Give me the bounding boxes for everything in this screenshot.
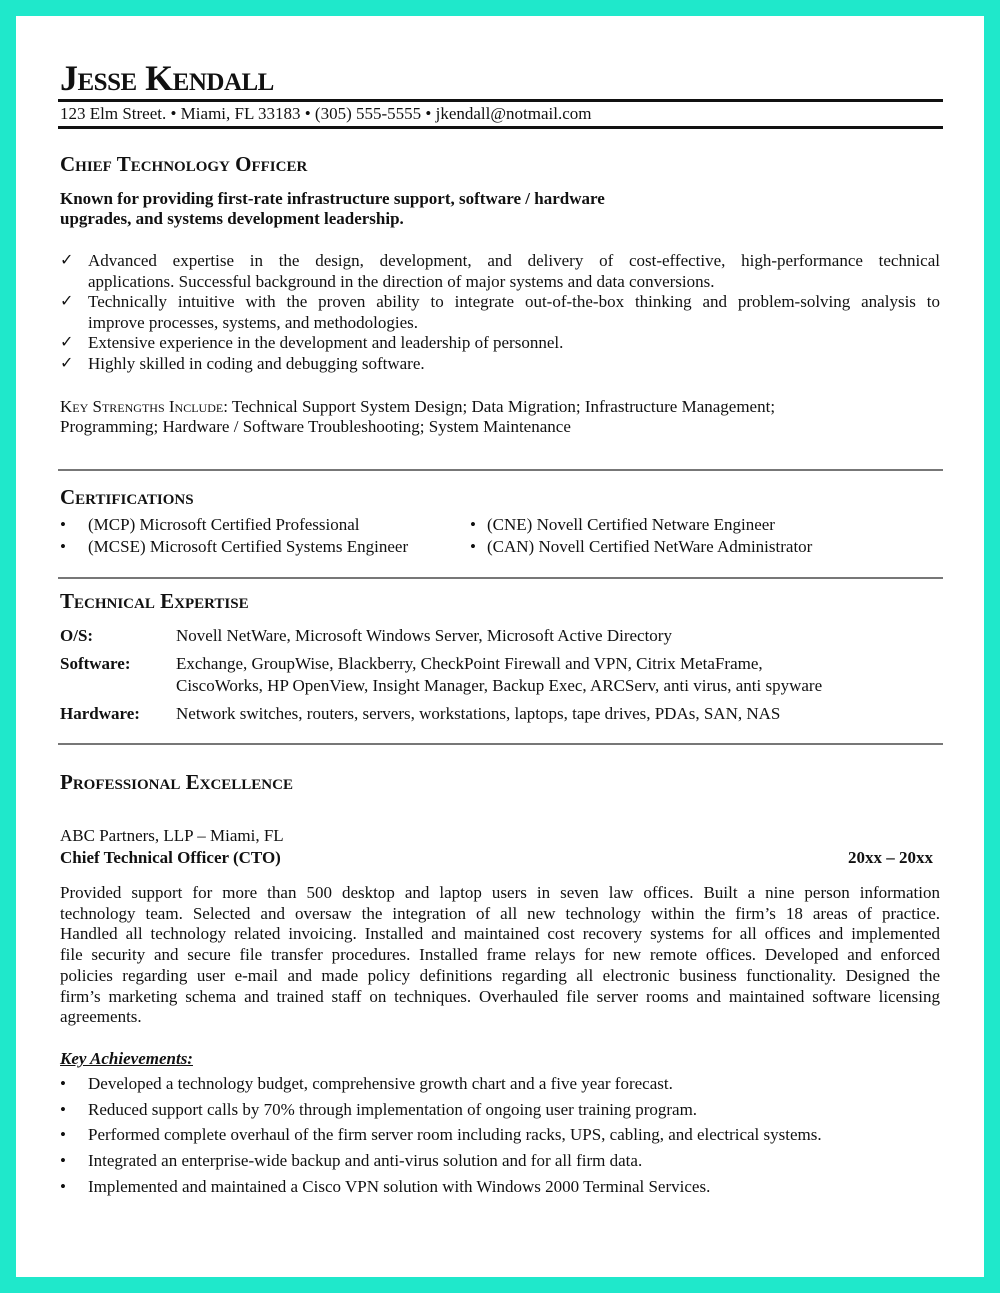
bullet-icon: • [60, 1125, 66, 1145]
highlight-line: applications. Successful background in the direction of major systems and data conversions. [88, 271, 715, 291]
achievements-label: Key Achievements: [60, 1049, 193, 1068]
company: ABC Partners, LLP – Miami, FL [60, 826, 284, 845]
dates: 20xx – 20xx [848, 848, 933, 867]
description-line: policies regarding user e-mail and made policy definitions regarding all electronic business functionality. Designed the [60, 965, 940, 985]
expertise-value: CiscoWorks, HP OpenView, Insight Manager, Backup Exec, ARCServ, anti virus, anti spyware [176, 676, 823, 695]
expertise-label: Software: [60, 654, 131, 673]
highlight-line: improve processes, systems, and methodologies. [88, 312, 419, 332]
certification-item: (CNE) Novell Certified Netware Engineer [487, 515, 775, 534]
description-line: technology team. Selected and oversaw the integration of all new technology within the firm’s 18 areas of practice. [60, 903, 940, 923]
divider [58, 743, 943, 745]
contact-line: 123 Elm Street. • Miami, FL 33183 • (305) 555-5555 • jkendall@notmail.com [60, 104, 592, 123]
bullet-icon: • [470, 537, 476, 556]
achievement-item: Developed a technology budget, comprehensive growth chart and a five year forecast. [88, 1074, 673, 1093]
certifications-heading: Certifications [60, 485, 194, 509]
key-strengths [60, 397, 940, 417]
highlight-line: Technically intuitive with the proven ability to integrate out-of-the-box thinking and problem-solving analysis to [88, 292, 940, 312]
divider [58, 469, 943, 471]
bullet-icon: • [60, 1176, 66, 1196]
bullet-icon: • [60, 1099, 66, 1119]
summary-line: Known for providing first-rate infrastructure support, software / hardware [60, 189, 605, 208]
highlight-line: Advanced expertise in the design, development, and delivery of cost-effective, high-performance technical [88, 251, 940, 270]
certification-item: (MCP) Microsoft Certified Professional [88, 515, 360, 534]
technical-expertise-heading: Technical Expertise [60, 589, 249, 613]
certification-item: (MCSE) Microsoft Certified Systems Engineer [88, 537, 409, 556]
job-title: Chief Technology Officer [60, 152, 308, 176]
divider [58, 577, 943, 579]
divider [58, 126, 943, 129]
achievement-item: Integrated an enterprise-wide backup and anti-virus solution and for all firm data. [88, 1151, 643, 1171]
divider [58, 99, 943, 102]
description-line: Handled all technology related invoicing. Installed and maintained cost recovery systems for all offices and implemented [60, 924, 940, 944]
description-line: agreements. [60, 1007, 142, 1027]
bullet-icon: • [470, 515, 476, 534]
role: Chief Technical Officer (CTO) [60, 848, 281, 867]
expertise-value: Novell NetWare, Microsoft Windows Server, Microsoft Active Directory [176, 626, 672, 645]
highlight-line: Highly skilled in coding and debugging software. [88, 354, 425, 373]
bullet-icon: • [60, 1074, 66, 1093]
expertise-label: O/S: [60, 626, 94, 645]
description-line: Provided support for more than 500 desktop and laptop users in seven law offices. Built a nine person information [60, 883, 940, 902]
check-icon: ✓ [60, 355, 74, 372]
achievement-item: Implemented and maintained a Cisco VPN solution with Windows 2000 Terminal Services. [88, 1176, 711, 1196]
summary-line: upgrades, and systems development leadership. [60, 209, 404, 228]
achievement-item: Performed complete overhaul of the firm server room including racks, UPS, cabling, and electrical systems. [88, 1125, 822, 1145]
candidate-name: Jesse Kendall [60, 58, 274, 98]
description-line: firm’s marketing schema and trained staff on techniques. Overhauled file server rooms and maintained software licensing [60, 986, 940, 1006]
highlight-line: Extensive experience in the development and leadership of personnel. [88, 333, 564, 353]
bullet-icon: • [60, 1151, 66, 1171]
key-strengths-text: Technical Support System Design; Data Migration; Infrastructure Management; [231, 397, 776, 416]
bullet-icon: • [60, 515, 66, 534]
expertise-label: Hardware: [60, 704, 140, 723]
expertise-value: Network switches, routers, servers, workstations, laptops, tape drives, PDAs, SAN, NAS [176, 704, 781, 723]
check-icon: ✓ [60, 334, 74, 352]
description-line: file security and secure file transfer procedures. Installed frame relays for new remote offices. Developed and enforced [60, 945, 940, 965]
professional-excellence-heading: Professional Excellence [60, 770, 293, 794]
expertise-value: Exchange, GroupWise, Blackberry, CheckPoint Firewall and VPN, Citrix MetaFrame, [176, 654, 763, 673]
certification-item: (CAN) Novell Certified NetWare Administrator [487, 537, 813, 556]
key-strengths-line: Programming; Hardware / Software Troubleshooting; System Maintenance [60, 417, 571, 436]
check-icon: ✓ [60, 252, 74, 269]
bullet-icon: • [60, 537, 66, 556]
key-strengths-label: Key Strengths Include: [60, 397, 228, 416]
achievement-item: Reduced support calls by 70% through implementation of ongoing user training program. [88, 1099, 698, 1119]
check-icon: ✓ [60, 293, 74, 311]
